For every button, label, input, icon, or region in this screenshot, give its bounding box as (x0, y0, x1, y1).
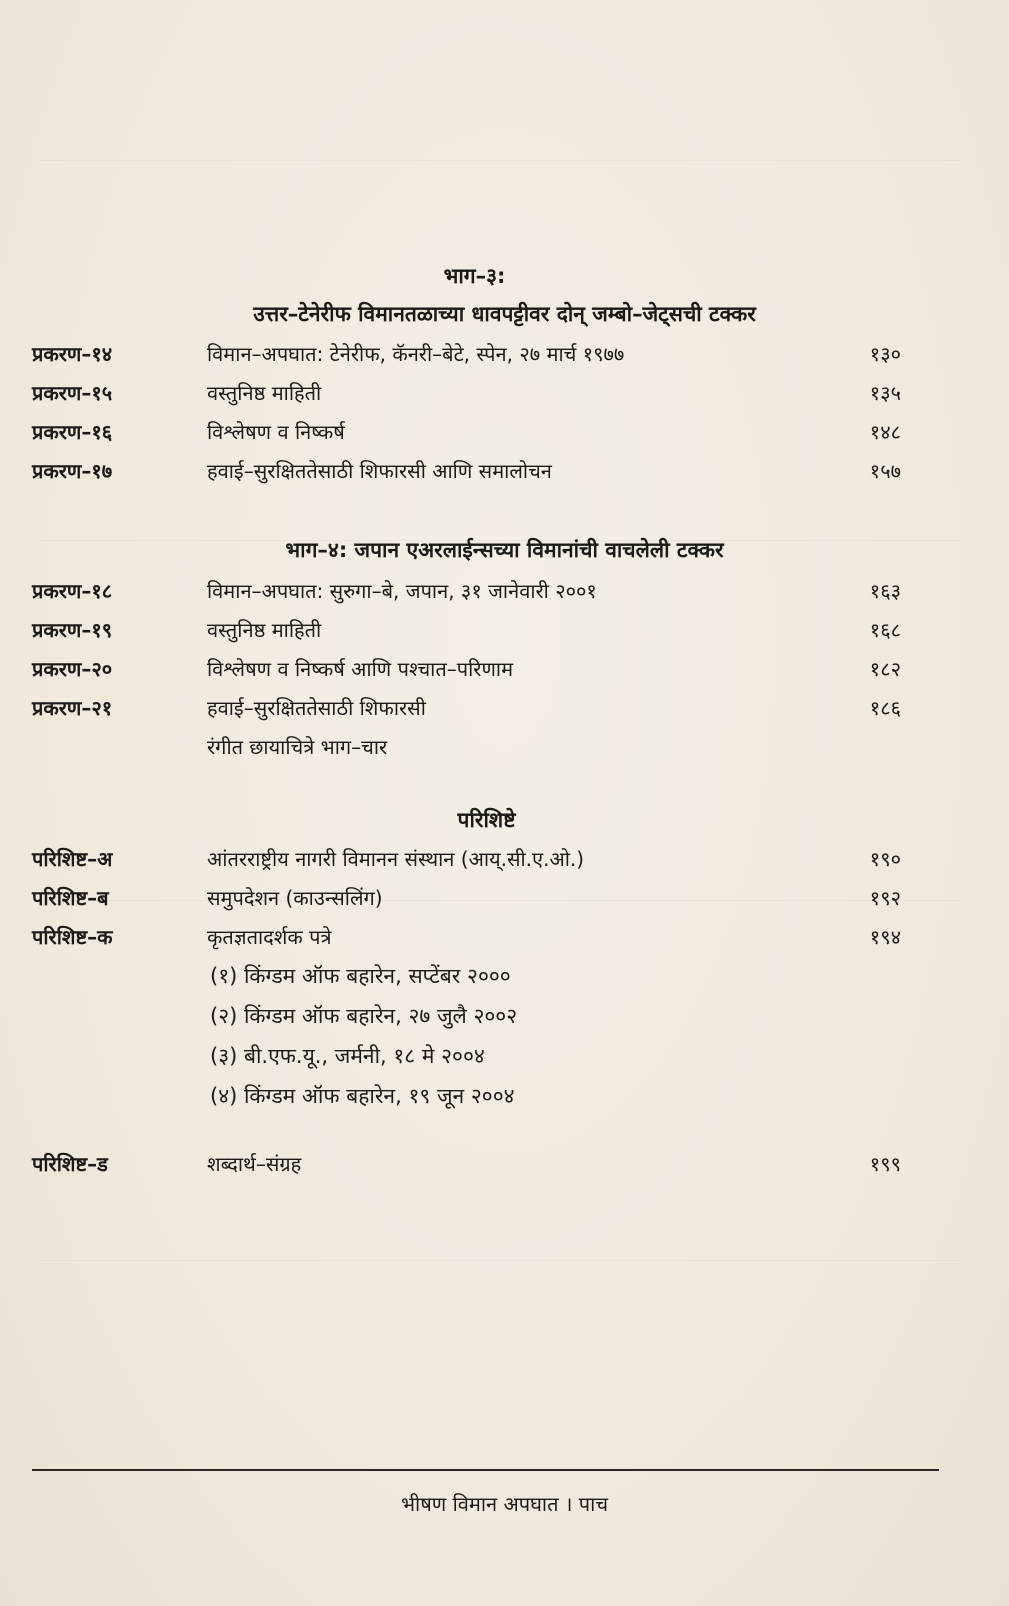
part3-title: उत्तर–टेनेरीफ विमानतळाच्या धावपट्टीवर दोन् जम्बो–जेट्सची टक्कर (253, 302, 756, 326)
appendix-item-title: शब्दार्थ–संग्रह (207, 1152, 302, 1176)
page-number: १३० (869, 342, 901, 366)
appendix-label: परिशिष्ट–ड (32, 1152, 108, 1176)
chapter-title: विमान–अपघात: टेनेरीफ, कॅनरी–बेटे, स्पेन, २७ मार्च १९७७ (207, 342, 625, 366)
chapter-title: रंगीत छायाचित्रे भाग–चार (207, 735, 388, 759)
chapter-title: विश्लेषण व निष्कर्ष (207, 420, 345, 444)
chapter-label: प्रकरण–१८ (32, 579, 113, 603)
toc-row[interactable] (0, 845, 1009, 879)
chapter-label: प्रकरण–१४ (32, 342, 113, 366)
letter-item: (२) किंग्डम ऑफ बहारेन, २७ जुलै २००२ (210, 1004, 518, 1028)
toc-row[interactable] (0, 1150, 1009, 1184)
page-number: १९२ (869, 886, 901, 910)
page-number: १९० (869, 847, 901, 871)
toc-row[interactable] (0, 655, 1009, 689)
chapter-label: प्रकरण–२० (32, 657, 113, 681)
part4-title: भाग–४: जपान एअरलाईन्सच्या विमानांची वाचलेली टक्कर (285, 538, 724, 562)
appendix-label: परिशिष्ट–क (32, 925, 113, 949)
chapter-title: वस्तुनिष्ठ माहिती (207, 381, 322, 405)
chapter-label: प्रकरण–१५ (32, 381, 113, 405)
bleed-through-line (40, 1260, 960, 1261)
part3-label: भाग–३: (443, 264, 506, 288)
chapter-label: प्रकरण–२१ (32, 696, 113, 720)
toc-row[interactable] (0, 340, 1009, 374)
bleed-through-line (40, 160, 960, 161)
page-number: १९९ (869, 1152, 901, 1176)
toc-row[interactable] (0, 577, 1009, 611)
page-number: १५७ (869, 459, 901, 483)
appendix-label: परिशिष्ट–अ (32, 847, 113, 871)
toc-row[interactable] (0, 884, 1009, 918)
page-number: १८२ (869, 657, 901, 681)
appendix-title: परिशिष्टे (457, 808, 516, 832)
page-number: १६८ (869, 618, 901, 642)
page-number: १८६ (869, 696, 901, 720)
chapter-title: विमान–अपघात: सुरुगा–बे, जपान, ३१ जानेवारी २००१ (207, 579, 597, 603)
appendix-item-title: आंतरराष्ट्रीय नागरी विमानन संस्थान (आय्.सी.ए.ओ.) (207, 847, 585, 871)
appendix-item-title: समुपदेशन (काउन्सलिंग) (207, 886, 383, 910)
chapter-title: वस्तुनिष्ठ माहिती (207, 618, 322, 642)
page-number: १६३ (869, 579, 901, 603)
chapter-label: प्रकरण–१६ (32, 420, 113, 444)
page-number: १९४ (869, 925, 901, 949)
letter-item: (१) किंग्डम ऑफ बहारेन, सप्टेंबर २००० (210, 964, 511, 988)
chapter-title: विश्लेषण व निष्कर्ष आणि पश्चात–परिणाम (207, 657, 514, 681)
chapter-label: प्रकरण–१७ (32, 459, 113, 483)
page-number: १३५ (869, 381, 901, 405)
appendix-label: परिशिष्ट–ब (32, 886, 109, 910)
chapter-title: हवाई–सुरक्षिततेसाठी शिफारसी आणि समालोचन (207, 459, 552, 483)
letter-item: (३) बी.एफ.यू., जर्मनी, १८ मे २००४ (210, 1044, 485, 1068)
letter-item: (४) किंग्डम ऑफ बहारेन, १९ जून २००४ (210, 1084, 515, 1108)
page-number: १४८ (869, 420, 901, 444)
toc-row[interactable] (0, 616, 1009, 650)
toc-row[interactable] (0, 733, 1009, 767)
footer-divider (32, 1469, 939, 1471)
appendix-item-title: कृतज्ञतादर्शक पत्रे (207, 925, 332, 949)
toc-row[interactable] (0, 379, 1009, 413)
toc-row[interactable] (0, 418, 1009, 452)
chapter-label: प्रकरण–१९ (32, 618, 113, 642)
page-footer: भीषण विमान अपघात । पाच (400, 1492, 609, 1516)
toc-row[interactable] (0, 694, 1009, 728)
chapter-title: हवाई–सुरक्षिततेसाठी शिफारसी (207, 696, 426, 720)
toc-row[interactable] (0, 923, 1009, 957)
toc-row[interactable] (0, 457, 1009, 491)
